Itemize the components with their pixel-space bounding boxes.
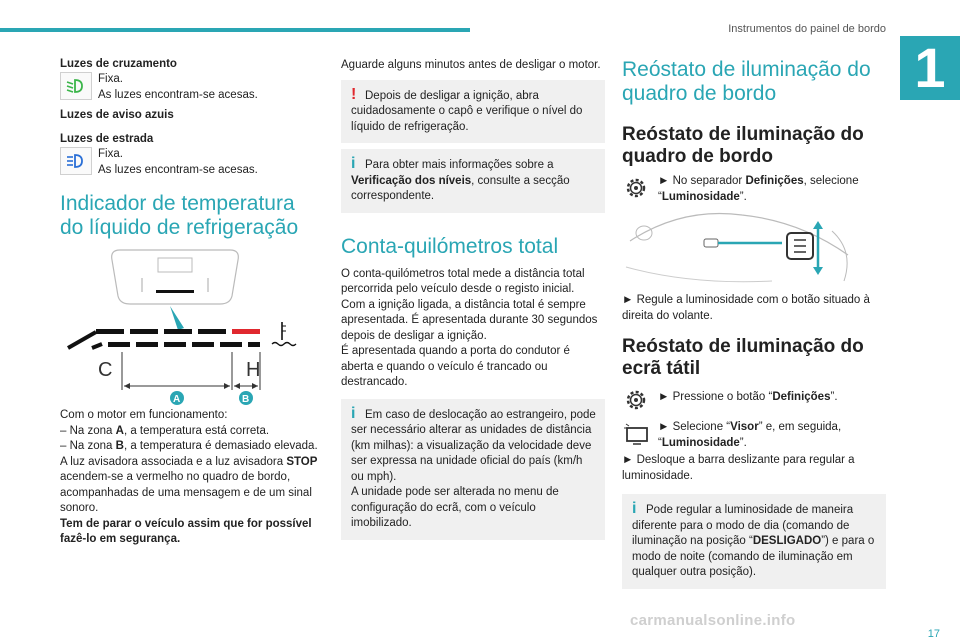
column-2 <box>341 58 605 546</box>
gear-icon <box>622 386 650 414</box>
dipped-beam-desc: As luzes encontram-se acesas. <box>98 88 258 101</box>
coolant-gauge-illustration <box>60 248 318 406</box>
step-press-settings: ► Pressione o botão “Definições”. <box>622 386 886 414</box>
touchscreen-rheostat-subtitle: Reóstato de iluminação do ecrã tátil <box>622 336 864 379</box>
watermark: carmanualsonline.info <box>630 612 796 629</box>
rheostat-section-title: Reóstato de iluminação do quadro de bordo <box>622 58 871 105</box>
column-1 <box>60 58 318 548</box>
dipped-beam-label: Luzes de cruzamento <box>60 58 177 70</box>
instrument-rheostat-subtitle: Reóstato de iluminação do quadro de bordo <box>622 124 864 167</box>
odometer-p2: Com a ignição ligada, a distância total é sempre apresentada. É apresentada durante 30 segundos depois de desligar a ignição. <box>341 298 598 342</box>
main-beam-state: Fixa. <box>98 148 123 160</box>
chapter-tab: 1 <box>900 36 960 100</box>
coolant-intro: Com o motor em funcionamento: <box>60 409 228 421</box>
zone-a-text: – Na zona A, a temperatura está correta. <box>60 424 270 437</box>
step-settings-tab: ► No separador Definições, selecione “Luminosidade”. <box>622 174 886 205</box>
info-icon: i <box>351 404 356 422</box>
odometer-p1: O conta-quilómetros total mede a distância total percorrida pelo veículo desde o registo inicial. <box>341 267 585 295</box>
wait-instruction: Aguarde alguns minutos antes de desligar o motor. <box>341 59 601 71</box>
units-note-text: Em caso de deslocação ao estrangeiro, pode ser necessário alterar as unidades de distância (km milhas): a visualização da velocidade deve ser expressa na unidade oficial do país (km/h ou mph). <box>351 408 596 483</box>
odometer-p3: É apresentada quando a porta do condutor é aberta e quando o veículo é trancado ou destrancado. <box>341 345 570 388</box>
column-3 <box>622 58 886 595</box>
warning-note-text: Depois de desligar a ignição, abra cuidadosamente o capô e verifique o nível do líquido de refrigeração. <box>351 89 583 133</box>
stop-instruction: Tem de parar o veículo assim que for possível fazê-lo em segurança. <box>60 517 312 545</box>
steering-wheel-illustration <box>622 211 886 287</box>
zone-b-label: B <box>242 394 250 405</box>
odometer-section-title: Conta-quilómetros total <box>341 234 559 258</box>
units-note-text-2: A unidade pode ser alterada no menu de configuração do ecrã, com o veículo imobilizado. <box>351 486 559 529</box>
header-rule <box>0 28 470 32</box>
page-number: 17 <box>927 628 940 640</box>
info-note-units <box>341 399 605 540</box>
step-move-slider: ► Desloque a barra deslizante para regular a luminosidade. <box>622 454 855 482</box>
zone-a-label: A <box>173 394 181 405</box>
gauge-c-label: C <box>98 359 113 381</box>
display-brightness-icon <box>622 420 650 448</box>
info-icon: i <box>351 155 356 172</box>
page-header-title: Instrumentos do painel de bordo <box>728 23 886 35</box>
gauge-h-label: H <box>246 359 261 381</box>
step-select-display: ► Selecione “Visor” e, em seguida, “Luminosidade”. <box>622 420 886 451</box>
dipped-beam-block <box>60 72 318 103</box>
gear-icon <box>622 174 650 202</box>
warning-icon: ! <box>351 85 357 103</box>
dipped-beam-icon <box>60 72 92 100</box>
dipped-beam-state: Fixa. <box>98 73 123 85</box>
info-icon: i <box>632 500 637 517</box>
step-adjust-wheel: ► Regule a luminosidade com o botão situado à direita do volante. <box>622 294 870 322</box>
main-beam-icon <box>60 147 92 175</box>
coolant-section-title: Indicador de temperatura do líquido de refrigeração <box>60 192 299 239</box>
main-beam-label: Luzes de estrada <box>60 133 154 145</box>
info-note-day-night: i Pode regular a luminosidade de maneira diferente para o modo de dia (comando de iluminação na posição “DESLIGADO”) e para o modo de noite (comando de iluminação em qualquer outra posição). <box>622 494 886 589</box>
blue-lamps-label: Luzes de aviso azuis <box>60 109 174 121</box>
main-beam-block <box>60 147 318 178</box>
main-beam-desc: As luzes encontram-se acesas. <box>98 163 258 176</box>
info-note-levels: i Para obter mais informações sobre a Verificação dos níveis, consulte a secção correspondente. <box>341 149 605 213</box>
warning-note <box>341 80 605 144</box>
zone-b-text: – Na zona B, a temperatura é demasiado elevada. A luz avisadora associada e a luz avisadora STOP acendem-se a vermelho no quadro de bordo, acompanhadas de uma mensagem e de um sinal sonoro. <box>60 440 318 514</box>
